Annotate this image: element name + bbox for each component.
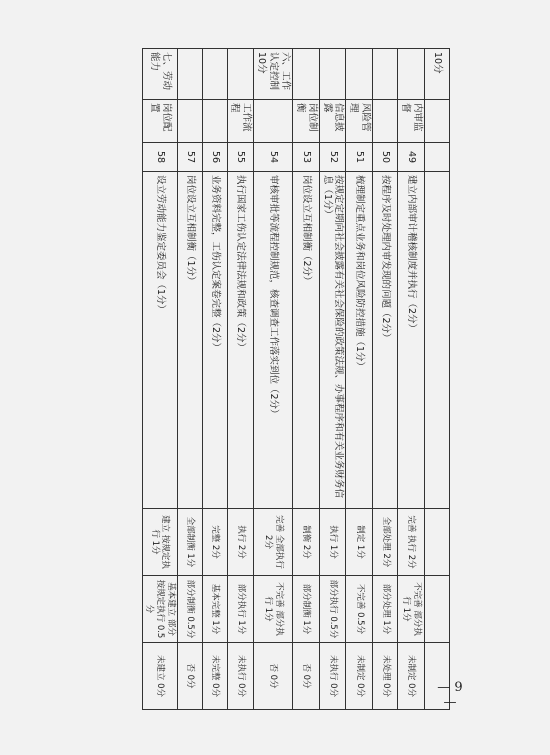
table-row [227,49,254,710]
score-level-c: 否 0分 [177,643,202,710]
subcategory-cell [254,100,293,143]
item-description: 岗位设立互相制衡（2分） [293,172,320,509]
subcategory-cell: 岗位配置 [142,100,177,143]
item-description: 业务资料完整，工伤认定案卷完整（2分） [202,172,227,509]
score-level-a: 完善 全部执行 2分 [254,509,293,576]
table-row [177,49,202,710]
category-cell [319,49,346,100]
category-cell: 七、劳动能力 [142,49,177,100]
score-level-a: 建立 按规定执行 1分 [142,509,177,576]
score-level-b: 部分执行 1分 [227,576,254,643]
score-level-a: 全部处理 2分 [373,509,398,576]
score-level-b: 部分制衡 0.5分 [177,576,202,643]
category-cell [373,49,398,100]
subcategory-cell: 内审监督 [398,100,425,143]
item-number: 53 [293,143,320,172]
score-level-a: 全部制衡 1分 [177,509,202,576]
score-level-a: 完整 2分 [202,509,227,576]
score-level-a: 制定 1分 [346,509,373,576]
item-number: 58 [142,143,177,172]
subcategory-cell: 岗位制衡 [293,100,320,143]
score-level-b: 基本完整 1分 [202,576,227,643]
table-row [142,49,177,710]
score-level-b: 部分处理 1分 [373,576,398,643]
item-number: 56 [202,143,227,172]
item-description: 梳理制定重点业务和岗位风险防控措施（1分） [346,172,373,509]
table-row [319,49,346,710]
assessment-table [142,48,450,710]
item-number: 50 [373,143,398,172]
item-number: 55 [227,143,254,172]
item-description: 执行国家工伤认定法律法规和政策（2分） [227,172,254,509]
table-row [293,49,320,710]
table-body [142,49,449,710]
category-cell [227,49,254,100]
score-level-a: 执行 1分 [319,509,346,576]
score-level-c: 未制定 0分 [398,643,425,710]
item-number: 51 [346,143,373,172]
score-level-b: 基本建立 部分按规定执行 0.5分 [142,576,177,643]
subcategory-cell: 工作流程 [227,100,254,143]
score-level-b: 部分执行 0.5分 [319,576,346,643]
score-level-c: 否 0分 [254,643,293,710]
score-level-a: 完善 执行 2分 [398,509,425,576]
table-row [425,49,450,710]
subcategory-cell: 风险管理 [346,100,373,143]
item-description: 建立内部审计稽核制度并执行（2分） [398,172,425,509]
subcategory-cell [373,100,398,143]
score-level-c: 未制定 0分 [346,643,373,710]
table-row [398,49,425,710]
table-row [346,49,373,710]
item-number: 52 [319,143,346,172]
item-description: 审核审批等流程控制规范，核查调查工作落实到位（2分） [254,172,293,509]
item-number: 54 [254,143,293,172]
page-number: — 9 — [437,680,463,710]
subcategory-cell: 信息披露 [319,100,346,143]
category-cell [346,49,373,100]
category-cell: 六、工作认定控制 10分 [254,49,293,100]
category-cell [398,49,425,100]
score-level-b: 部分制衡 1分 [293,576,320,643]
category-cell [293,49,320,100]
item-number: 49 [398,143,425,172]
item-description: 岗位设立互相制衡（1分） [177,172,202,509]
score-level-b: 不完善 0.5分 [346,576,373,643]
score-level-c: 否 0分 [293,643,320,710]
table-row [254,49,293,710]
score-level-c: 未执行 0分 [319,643,346,710]
item-number: 57 [177,143,202,172]
score-level-a: 制衡 2分 [293,509,320,576]
score-level-b: 不完善 部分执行 1分 [398,576,425,643]
subcategory-cell [202,100,227,143]
category-cell [177,49,202,100]
table-row [373,49,398,710]
item-description: 设立劳动能力鉴定委员会（1分） [142,172,177,509]
item-description: 按规定定期向社会披露有关社会保险的政策法规、办事程序和有关业务财务信息（1分） [319,172,346,509]
category-cell [202,49,227,100]
score-level-c: 未执行 0分 [227,643,254,710]
score-level-c: 未处理 0分 [373,643,398,710]
score-level-c: 未完整 0分 [202,643,227,710]
rotated-table-wrapper [90,48,450,698]
score-level-a: 执行 2分 [227,509,254,576]
score-cell: 10分 [425,49,450,100]
score-level-b: 不完善 部分执行 1分 [254,576,293,643]
score-level-c: 未建立 0分 [142,643,177,710]
item-description: 按程序及时处理内审发现的问题（2分） [373,172,398,509]
table-row [202,49,227,710]
subcategory-cell [177,100,202,143]
